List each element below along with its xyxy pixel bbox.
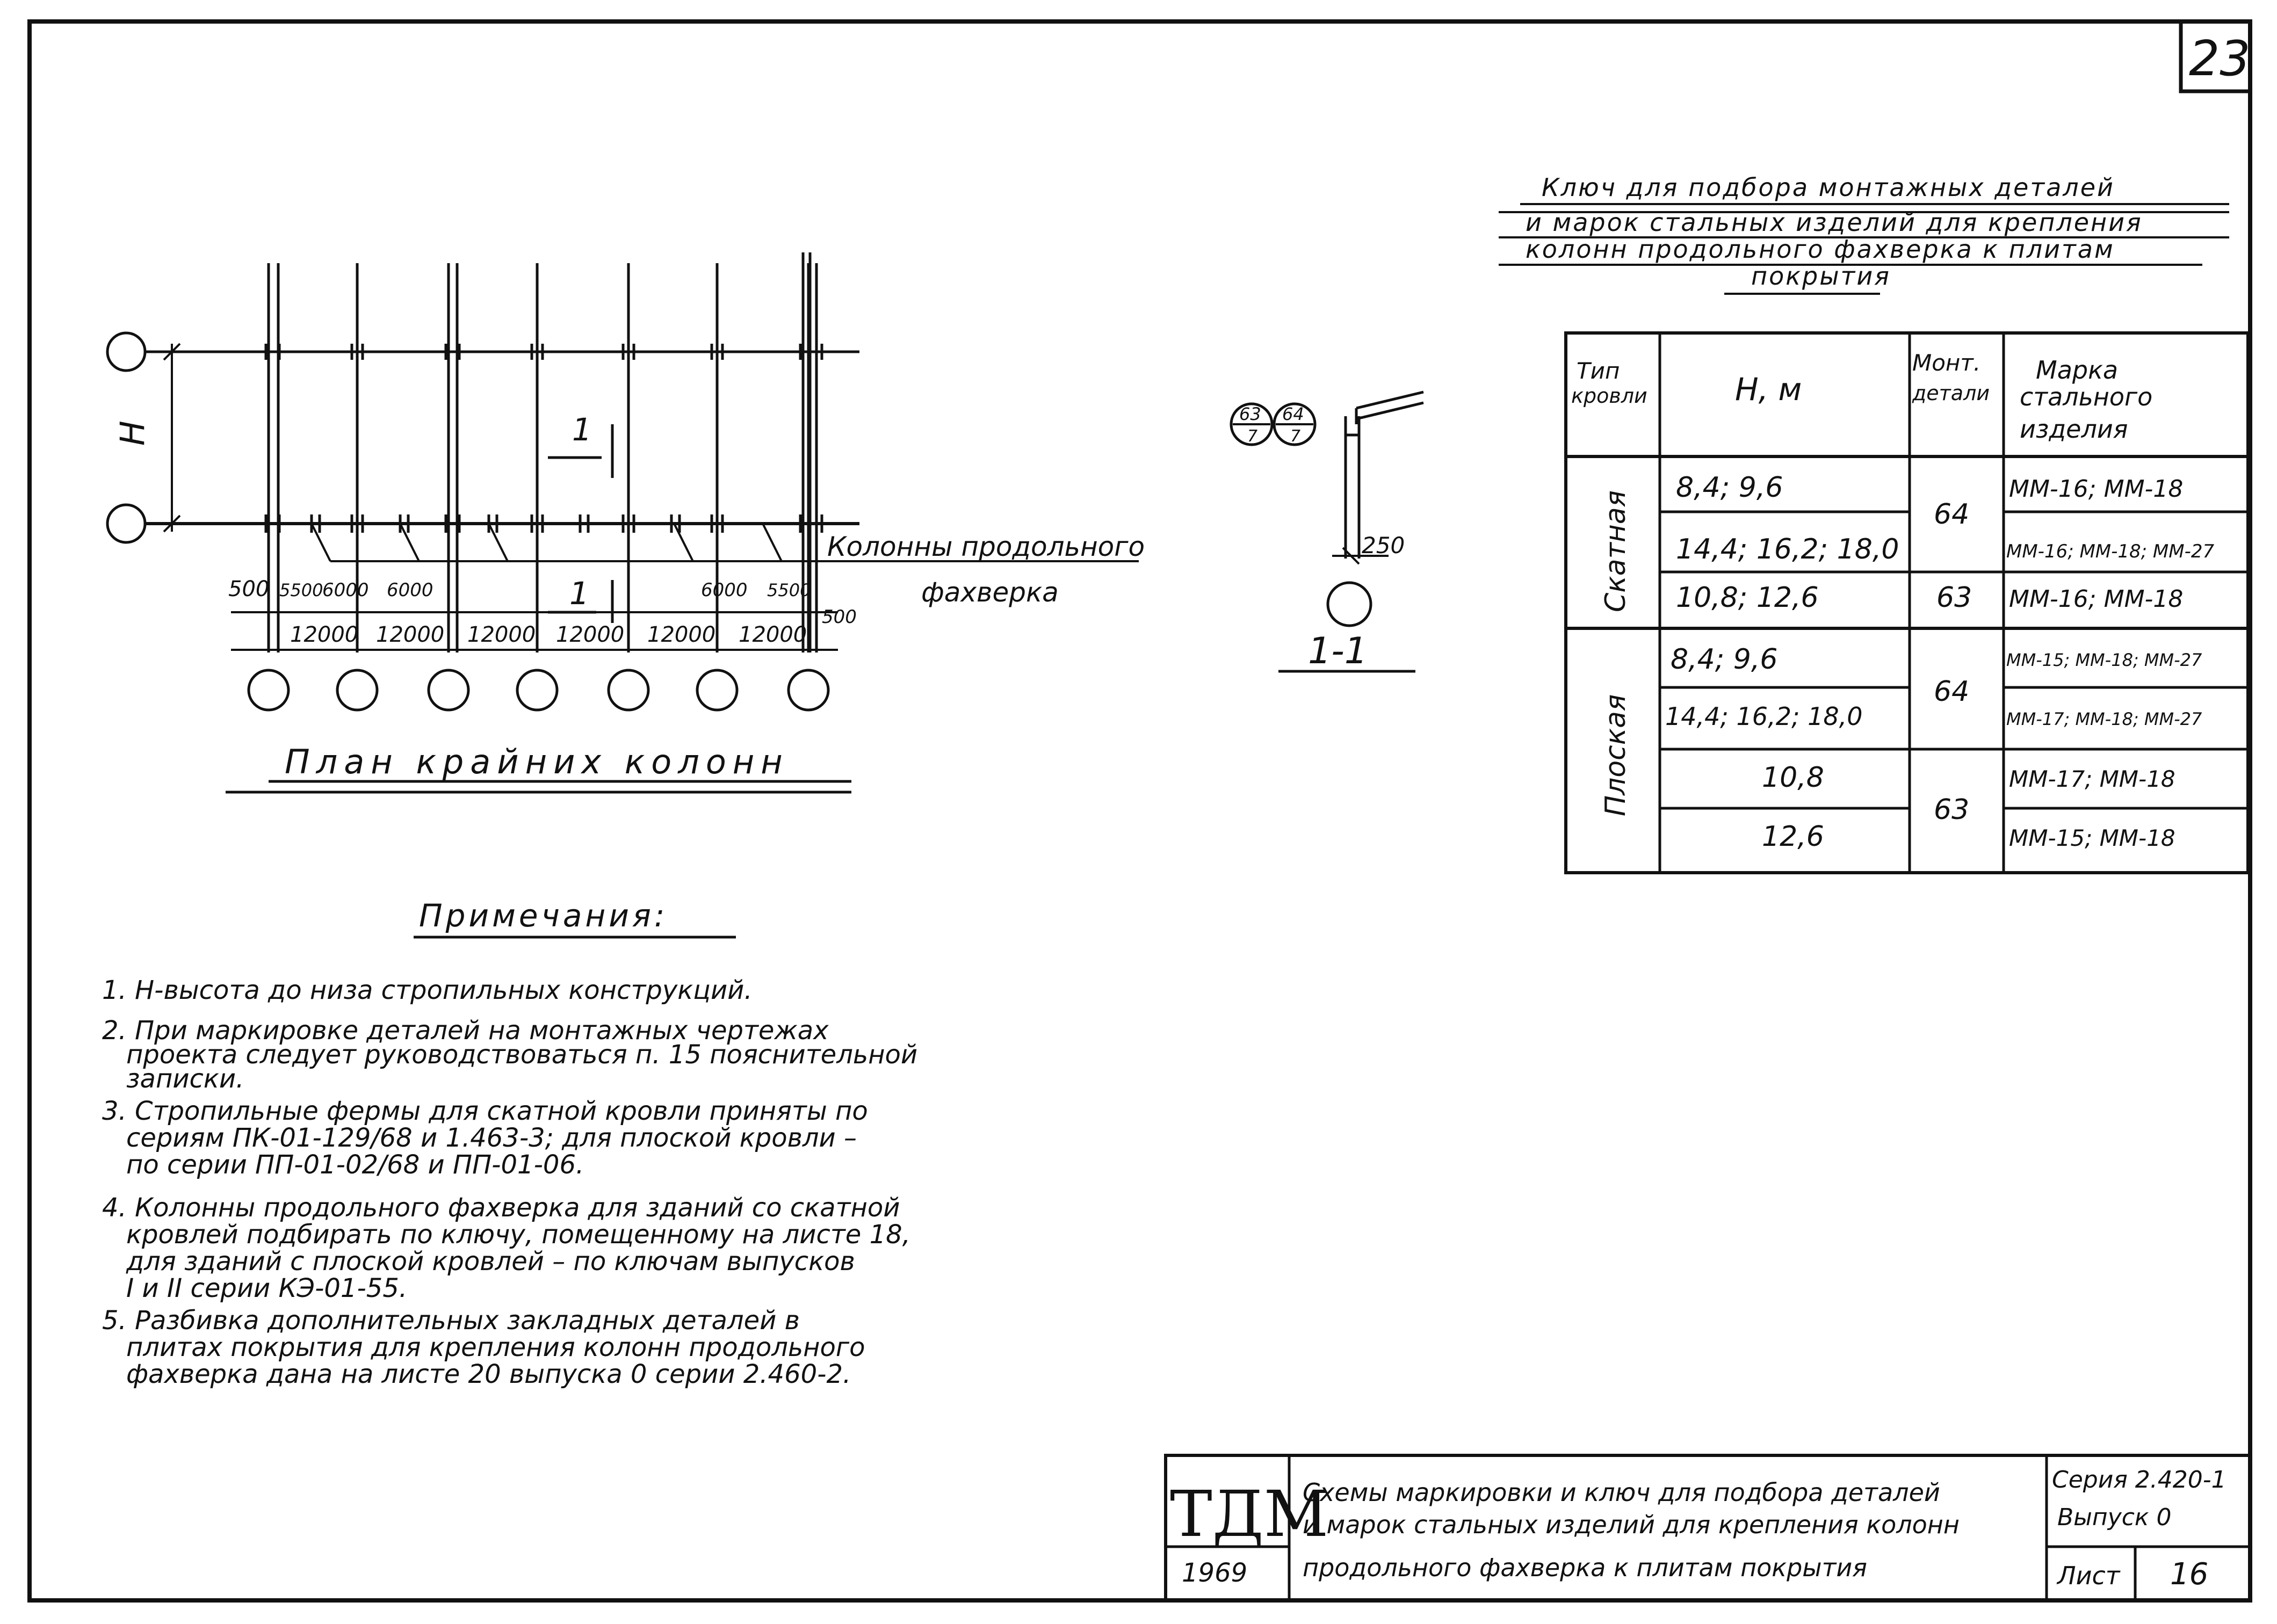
plan-small-dim-2: 5500	[279, 580, 323, 600]
key-title-line-4: покрытия	[1751, 262, 1891, 291]
sloped-row-2-mark: ММ-16; ММ-18; ММ-27	[2006, 541, 2215, 562]
note-2-line-2: проекта следует руководствоваться п. 15 пояснительной	[126, 1040, 918, 1070]
title-description-1: Схемы маркировки и ключ для подбора деталей	[1303, 1478, 1940, 1507]
plan-drawing	[107, 252, 1145, 792]
header-mark-2: стального	[2020, 382, 2153, 411]
plan-section-mark-top: 1	[572, 411, 592, 448]
header-mark-3: изделия	[2020, 415, 2128, 444]
plan-column-bubbles	[249, 670, 828, 710]
note-4-line-3: для зданий с плоской кровлей – по ключам выпусков	[126, 1246, 855, 1277]
flat-row-3-h: 10,8	[1762, 762, 1824, 794]
key-title-line-1: Ключ для подбора монтажных деталей	[1542, 173, 2115, 202]
org-name: ТДМ	[1170, 1477, 1329, 1551]
plan-section-mark-bottom: 1	[569, 575, 589, 612]
plan-span-dim-2: 12000	[376, 622, 445, 647]
key-table-title	[1499, 173, 2229, 294]
notes-title: Примечания:	[419, 897, 668, 934]
plan-span-dim-5: 12000	[647, 622, 716, 647]
plan-span-dim-1: 12000	[290, 622, 359, 647]
axis-bubble-top	[107, 333, 145, 371]
sloped-row-1-h: 8,4; 9,6	[1676, 472, 1783, 504]
sloped-row-3-mark: ММ-16; ММ-18	[2009, 585, 2184, 613]
plan-height-label: Н	[113, 421, 152, 446]
title-description-3: продольного фахверка к плитам покрытия	[1303, 1553, 1867, 1582]
header-mount-1: Монт.	[1912, 350, 1981, 376]
title-block	[1166, 1455, 2250, 1600]
plan-height-dimension	[113, 344, 180, 532]
note-5-line-1: 5. Разбивка дополнительных закладных деталей в	[102, 1306, 800, 1336]
title-series: Серия 2.420-1	[2052, 1466, 2227, 1494]
sloped-row-3-h: 10,8; 12,6	[1676, 582, 1819, 614]
flat-mount-1: 64	[1934, 676, 1970, 708]
plan-small-dim-7: 500	[822, 606, 857, 628]
sloped-mount-1: 64	[1934, 498, 1970, 531]
plan-span-dim-6: 12000	[739, 622, 807, 647]
note-3-line-3: по серии ПП-01-02/68 и ПП-01-06.	[126, 1150, 584, 1180]
group-sloped-name: Скатная	[1600, 490, 1632, 612]
section-mark-b-num: 64	[1282, 404, 1304, 424]
section-axis-bubble	[1328, 583, 1371, 626]
sloped-mount-2: 63	[1936, 582, 1972, 614]
header-mount-2: детали	[1912, 381, 1990, 405]
plan-columns-label-2: фахверка	[921, 577, 1059, 608]
axis-bubble-bottom	[107, 505, 145, 542]
note-5-line-3: фахверка дана на листе 20 выпуска 0 серии 2.460-2.	[126, 1359, 851, 1389]
flat-row-1-mark: ММ-15; ММ-18; ММ-27	[2006, 650, 2202, 670]
section-mark-a-den: 7	[1247, 427, 1258, 446]
sloped-row-1-mark: ММ-16; ММ-18	[2009, 475, 2184, 503]
section-mark-a-num: 63	[1239, 404, 1261, 424]
key-title-line-2: и марок стальных изделий для крепления	[1526, 208, 2143, 237]
title-sheet-value: 16	[2170, 1557, 2209, 1592]
notes	[102, 897, 917, 1389]
note-2-line-1: 2. При маркировке деталей на монтажных чертежах	[102, 1016, 829, 1046]
plan-small-dim-1: 500	[228, 577, 270, 601]
note-1-line-1: 1. Н-высота до низа стропильных конструкций.	[102, 975, 753, 1005]
sheet-number: 23	[2189, 31, 2251, 87]
sloped-row-2-h: 14,4; 16,2; 18,0	[1676, 533, 1899, 566]
key-title-line-3: колонн продольного фахверка к плитам	[1526, 235, 2115, 264]
flat-row-4-mark: ММ-15; ММ-18	[2009, 825, 2175, 851]
plan-span-dim-3: 12000	[467, 622, 536, 647]
title-issue: Выпуск 0	[2057, 1504, 2172, 1531]
section-dimension-label: 250	[1362, 532, 1405, 559]
note-4-line-2: кровлей подбирать по ключу, помещенному на листе 18,	[126, 1220, 910, 1250]
note-4-line-1: 4. Колонны продольного фахверка для зданий со скатной	[102, 1193, 900, 1223]
plan-small-dim-3: 6000	[322, 579, 369, 601]
plan-small-dim-4: 6000	[387, 579, 433, 601]
header-roof-type-1: Тип	[1577, 358, 1620, 384]
org-year: 1969	[1182, 1558, 1248, 1588]
note-3-line-2: сериям ПК-01-129/68 и 1.463-3; для плоской кровли –	[126, 1123, 857, 1153]
flat-row-4-h: 12,6	[1762, 821, 1824, 853]
group-flat-name: Плоская	[1600, 694, 1632, 816]
title-sheet-label: Лист	[2057, 1561, 2120, 1590]
section-mark-b-den: 7	[1290, 427, 1301, 446]
section-drawing	[1231, 392, 1423, 672]
flat-row-3-mark: ММ-17; ММ-18	[2009, 766, 2175, 792]
note-3-line-1: 3. Стропильные фермы для скатной кровли приняты по	[102, 1096, 868, 1126]
section-title: 1-1	[1308, 630, 1368, 672]
plan-span-dim-4: 12000	[556, 622, 625, 647]
plan-small-dim-5: 6000	[701, 579, 748, 601]
plan-columns-label-1: Колонны продольного	[827, 531, 1145, 562]
note-2-line-3: записки.	[126, 1064, 244, 1094]
sheet-number-box	[2181, 21, 2251, 91]
plan-small-dim-6: 5500	[767, 580, 811, 600]
key-table	[1566, 333, 2248, 873]
flat-row-2-mark: ММ-17; ММ-18; ММ-27	[2006, 709, 2202, 729]
note-4-line-4: I и II серии КЭ-01-55.	[126, 1273, 408, 1303]
flat-row-2-h: 14,4; 16,2; 18,0	[1665, 702, 1863, 731]
header-height: Н, м	[1735, 371, 1802, 408]
note-5-line-2: плитах покрытия для крепления колонн продольного	[126, 1332, 865, 1362]
header-roof-type-2: кровли	[1571, 384, 1647, 408]
section-beam	[1356, 392, 1423, 424]
title-description-2: и марок стальных изделий для крепления колонн	[1303, 1510, 1960, 1539]
flat-row-1-h: 8,4; 9,6	[1671, 643, 1778, 676]
plan-title: План крайних колонн	[285, 742, 789, 781]
flat-mount-2: 63	[1934, 794, 1970, 826]
section-column	[1346, 416, 1359, 559]
header-mark-1: Марка	[2036, 356, 2119, 385]
